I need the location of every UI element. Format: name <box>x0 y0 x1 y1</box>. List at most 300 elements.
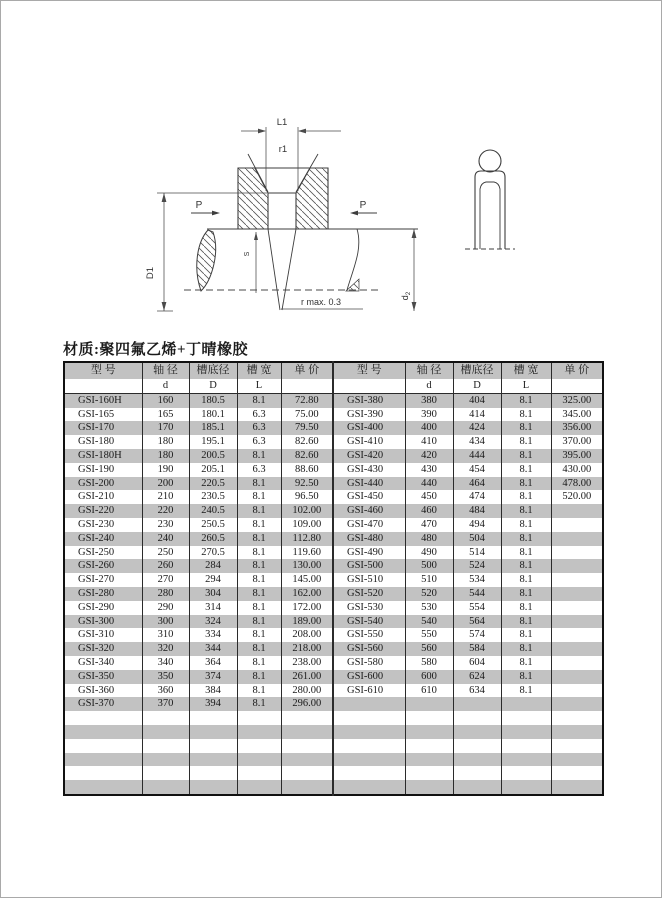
price-cell <box>551 546 603 560</box>
shaft-cell <box>142 753 189 767</box>
price-cell: 395.00 <box>551 449 603 463</box>
model-cell: GSI-250 <box>78 546 115 558</box>
model-cell: GSI-370 <box>78 698 115 710</box>
gland-block <box>238 168 328 229</box>
width-cell: 8.1 <box>501 393 551 407</box>
header-blank <box>281 379 333 393</box>
width-cell: 8.1 <box>501 670 551 684</box>
model-cell: GSI-400 <box>333 421 405 435</box>
price-cell: 82.60 <box>281 435 333 449</box>
price-cell <box>551 532 603 546</box>
groove-cell: 334 <box>189 628 237 642</box>
model-cell: GSI-190 <box>78 463 115 475</box>
width-cell <box>237 753 281 767</box>
price-cell: 208.00 <box>281 628 333 642</box>
shaft-cell <box>142 766 189 780</box>
shaft-cell: 490 <box>405 546 453 560</box>
price-cell: 280.00 <box>281 684 333 698</box>
model-cell: GSI-350 <box>78 670 115 682</box>
groove-cell: 434 <box>453 435 501 449</box>
width-cell <box>237 725 281 739</box>
shaft-cell <box>142 739 189 753</box>
groove-cell: 404 <box>453 393 501 407</box>
model-cell: GSI-500 <box>333 559 405 573</box>
groove-cell <box>453 725 501 739</box>
width-cell: 8.1 <box>237 642 281 656</box>
model-cell <box>333 766 405 780</box>
shaft-cell: 340 <box>142 656 189 670</box>
table-row <box>64 490 603 504</box>
table-row <box>64 518 603 532</box>
shaft-cell: 410 <box>405 435 453 449</box>
groove-cell: 200.5 <box>189 449 237 463</box>
shaft-cell: 610 <box>405 684 453 698</box>
groove-cell: 634 <box>453 684 501 698</box>
header-price: 单 价 <box>281 362 333 379</box>
width-cell <box>237 766 281 780</box>
shaft-cell <box>142 725 189 739</box>
groove-cell: 205.1 <box>189 463 237 477</box>
price-cell: 430.00 <box>551 463 603 477</box>
shaft-cell: 550 <box>405 628 453 642</box>
price-cell <box>551 670 603 684</box>
price-cell <box>551 725 603 739</box>
price-cell: 172.00 <box>281 601 333 615</box>
shaft-cell: 450 <box>405 490 453 504</box>
price-cell <box>551 766 603 780</box>
price-cell <box>281 766 333 780</box>
model-cell <box>64 725 142 739</box>
groove-cell: 374 <box>189 670 237 684</box>
groove-cell: 624 <box>453 670 501 684</box>
model-cell <box>333 780 405 795</box>
price-cell: 109.00 <box>281 518 333 532</box>
model-cell: GSI-160H <box>78 394 122 406</box>
seal-section-drawing <box>1 1 662 351</box>
groove-cell <box>189 780 237 795</box>
table-row <box>64 628 603 642</box>
shaft-cell: 510 <box>405 573 453 587</box>
table-row <box>64 739 603 753</box>
price-cell: 520.00 <box>551 490 603 504</box>
groove-cell: 524 <box>453 559 501 573</box>
shaft-cell: 290 <box>142 601 189 615</box>
shaft-cell: 240 <box>142 532 189 546</box>
width-cell: 8.1 <box>237 449 281 463</box>
model-cell: GSI-310 <box>78 629 115 641</box>
table-row <box>64 670 603 684</box>
model-cell: GSI-165 <box>78 408 115 420</box>
model-cell: GSI-180H <box>78 449 122 461</box>
width-cell: 8.1 <box>501 518 551 532</box>
dim-d2-label: $d_2$ <box>400 291 412 301</box>
table-row <box>64 477 603 491</box>
header-groove-symbol: D <box>453 379 501 393</box>
model-cell: GSI-360 <box>78 684 115 696</box>
price-cell: 356.00 <box>551 421 603 435</box>
table-row <box>64 615 603 629</box>
model-cell: GSI-340 <box>78 656 115 668</box>
model-cell: GSI-260 <box>78 560 115 572</box>
shaft-cell: 400 <box>405 421 453 435</box>
model-cell: GSI-530 <box>333 601 405 615</box>
model-cell <box>64 766 142 780</box>
price-cell: 325.00 <box>551 393 603 407</box>
header-row-labels <box>64 362 603 379</box>
width-cell: 8.1 <box>237 477 281 491</box>
groove-cell: 180.1 <box>189 408 237 422</box>
shaft-cell: 420 <box>405 449 453 463</box>
width-cell <box>501 753 551 767</box>
groove-cell: 564 <box>453 615 501 629</box>
price-cell: 478.00 <box>551 477 603 491</box>
shaft-cell <box>405 725 453 739</box>
width-cell: 8.1 <box>237 546 281 560</box>
shaft-cell: 520 <box>405 587 453 601</box>
groove-cell: 454 <box>453 463 501 477</box>
groove-cell: 240.5 <box>189 504 237 518</box>
price-cell <box>551 711 603 725</box>
shaft-cell: 580 <box>405 656 453 670</box>
table-row <box>64 725 603 739</box>
header-shaft-symbol: d <box>142 379 189 393</box>
price-cell: 345.00 <box>551 408 603 422</box>
price-cell <box>281 725 333 739</box>
width-cell: 8.1 <box>501 642 551 656</box>
width-cell: 8.1 <box>237 518 281 532</box>
width-cell: 8.1 <box>501 684 551 698</box>
table-row <box>64 642 603 656</box>
table-row <box>64 449 603 463</box>
seal-profile-figure <box>465 150 515 249</box>
shaft-cell: 480 <box>405 532 453 546</box>
groove-cell: 474 <box>453 490 501 504</box>
model-cell <box>64 753 142 767</box>
model-cell <box>64 711 142 725</box>
width-cell: 8.1 <box>501 463 551 477</box>
model-cell: GSI-460 <box>333 504 405 518</box>
groove-cell <box>453 766 501 780</box>
width-cell: 8.1 <box>237 532 281 546</box>
groove-cell: 220.5 <box>189 477 237 491</box>
width-cell: 8.1 <box>237 601 281 615</box>
groove-cell: 250.5 <box>189 518 237 532</box>
model-cell: GSI-200 <box>78 477 115 489</box>
material-heading: 材质:聚四氟乙烯+丁晴橡胶 <box>63 342 249 358</box>
p-left-label: P <box>195 200 203 211</box>
price-cell: 130.00 <box>281 559 333 573</box>
price-cell <box>551 642 603 656</box>
width-cell: 6.3 <box>237 463 281 477</box>
price-cell: 96.50 <box>281 490 333 504</box>
price-cell: 296.00 <box>281 697 333 711</box>
price-cell: 79.50 <box>281 421 333 435</box>
dim-r1-label: r1 <box>278 144 288 155</box>
groove-cell: 185.1 <box>189 421 237 435</box>
table-row <box>64 393 603 407</box>
shaft-cell <box>405 739 453 753</box>
header-shaft: 轴 径 <box>142 362 189 379</box>
shaft-cell: 210 <box>142 490 189 504</box>
groove-cell: 494 <box>453 518 501 532</box>
header-width-symbol: L <box>237 379 281 393</box>
spec-table <box>63 361 604 796</box>
price-cell: 189.00 <box>281 615 333 629</box>
price-cell <box>551 753 603 767</box>
shaft-cell: 500 <box>405 559 453 573</box>
width-cell: 8.1 <box>237 628 281 642</box>
shaft-break-lens <box>197 230 216 291</box>
width-cell <box>501 780 551 795</box>
header-blank <box>333 379 405 393</box>
price-cell: 370.00 <box>551 435 603 449</box>
model-cell: GSI-210 <box>78 491 115 503</box>
model-cell: GSI-230 <box>78 518 115 530</box>
model-cell <box>64 780 142 795</box>
model-cell: GSI-420 <box>333 449 405 463</box>
groove-cell: 574 <box>453 628 501 642</box>
model-cell: GSI-320 <box>78 643 115 655</box>
price-cell <box>551 559 603 573</box>
width-cell <box>501 766 551 780</box>
shaft-cell: 190 <box>142 463 189 477</box>
model-cell: GSI-450 <box>333 490 405 504</box>
width-cell <box>237 780 281 795</box>
width-cell: 8.1 <box>501 573 551 587</box>
width-cell: 8.1 <box>501 490 551 504</box>
groove-cell <box>453 697 501 711</box>
price-cell: 102.00 <box>281 504 333 518</box>
header-groove-symbol: D <box>189 379 237 393</box>
shaft-cell <box>405 780 453 795</box>
model-cell <box>333 753 405 767</box>
shaft-cell: 280 <box>142 587 189 601</box>
shaft-cell: 160 <box>142 393 189 407</box>
table-row <box>64 711 603 725</box>
width-cell: 8.1 <box>501 421 551 435</box>
width-cell: 8.1 <box>237 656 281 670</box>
shaft-cell: 380 <box>405 393 453 407</box>
groove-cell: 195.1 <box>189 435 237 449</box>
width-cell: 8.1 <box>237 504 281 518</box>
price-cell: 82.60 <box>281 449 333 463</box>
width-cell <box>501 739 551 753</box>
header-model: 型 号 <box>90 364 116 377</box>
width-cell <box>501 697 551 711</box>
price-cell <box>281 780 333 795</box>
shaft-cell: 165 <box>142 408 189 422</box>
width-cell: 8.1 <box>237 393 281 407</box>
price-cell: 261.00 <box>281 670 333 684</box>
price-cell: 119.60 <box>281 546 333 560</box>
width-cell: 8.1 <box>501 435 551 449</box>
price-cell: 72.80 <box>281 393 333 407</box>
shaft-cell: 270 <box>142 573 189 587</box>
groove-cell: 294 <box>189 573 237 587</box>
table-row <box>64 573 603 587</box>
shaft-cell: 430 <box>405 463 453 477</box>
groove-cell: 180.5 <box>189 393 237 407</box>
shaft-cell <box>405 711 453 725</box>
width-cell: 8.1 <box>501 532 551 546</box>
price-cell <box>551 518 603 532</box>
model-cell: GSI-560 <box>333 642 405 656</box>
header-blank <box>551 379 603 393</box>
shaft-cell: 250 <box>142 546 189 560</box>
header-price: 单 价 <box>551 362 603 379</box>
header-row-symbols <box>64 379 603 393</box>
model-cell: GSI-270 <box>78 574 115 586</box>
price-cell <box>551 615 603 629</box>
width-cell: 8.1 <box>237 559 281 573</box>
model-cell: GSI-490 <box>333 546 405 560</box>
shaft-cell: 230 <box>142 518 189 532</box>
price-cell: 145.00 <box>281 573 333 587</box>
groove-cell: 314 <box>189 601 237 615</box>
width-cell <box>501 711 551 725</box>
model-cell: GSI-290 <box>78 601 115 613</box>
table-body <box>64 393 603 795</box>
width-cell: 8.1 <box>501 601 551 615</box>
table-row <box>64 780 603 795</box>
shaft-cell: 180 <box>142 435 189 449</box>
groove-cell <box>453 753 501 767</box>
width-cell: 8.1 <box>237 587 281 601</box>
price-cell <box>551 697 603 711</box>
price-cell <box>281 711 333 725</box>
header-width: 槽 宽 <box>237 362 281 379</box>
model-cell: GSI-470 <box>333 518 405 532</box>
model-cell <box>64 739 142 753</box>
width-cell: 8.1 <box>501 656 551 670</box>
model-cell: GSI-410 <box>333 435 405 449</box>
groove-cell <box>189 725 237 739</box>
table-row <box>64 421 603 435</box>
model-cell: GSI-240 <box>78 532 115 544</box>
model-cell: GSI-390 <box>333 408 405 422</box>
header-groove: 槽底径 <box>453 362 501 379</box>
groove-cell: 324 <box>189 615 237 629</box>
groove-cell: 270.5 <box>189 546 237 560</box>
header-model: 型 号 <box>333 362 405 379</box>
price-cell <box>551 739 603 753</box>
shaft-cell: 310 <box>142 628 189 642</box>
header-width-symbol: L <box>501 379 551 393</box>
table-row <box>64 408 603 422</box>
groove-cell: 424 <box>453 421 501 435</box>
groove-cell <box>189 753 237 767</box>
model-cell: GSI-520 <box>333 587 405 601</box>
header-groove: 槽底径 <box>189 362 237 379</box>
header-width: 槽 宽 <box>501 362 551 379</box>
table-row <box>64 504 603 518</box>
groove-cell: 414 <box>453 408 501 422</box>
r-max-label: r max. 0.3 <box>300 297 342 307</box>
dim-l1-label: L1 <box>276 117 288 128</box>
groove-cell: 230.5 <box>189 490 237 504</box>
price-cell <box>551 656 603 670</box>
table-row <box>64 587 603 601</box>
groove-cell: 304 <box>189 587 237 601</box>
shaft-cell: 390 <box>405 408 453 422</box>
price-cell <box>551 587 603 601</box>
header-shaft-symbol: d <box>405 379 453 393</box>
table-row <box>64 601 603 615</box>
width-cell: 6.3 <box>237 421 281 435</box>
model-cell: GSI-300 <box>78 615 115 627</box>
model-cell: GSI-600 <box>333 670 405 684</box>
width-cell: 8.1 <box>501 587 551 601</box>
model-cell: GSI-510 <box>333 573 405 587</box>
model-cell: GSI-430 <box>333 463 405 477</box>
shaft-cell: 260 <box>142 559 189 573</box>
table-row <box>64 559 603 573</box>
width-cell: 8.1 <box>501 449 551 463</box>
shaft-cell: 220 <box>142 504 189 518</box>
width-cell: 8.1 <box>501 628 551 642</box>
groove-cell: 484 <box>453 504 501 518</box>
shaft-cell: 320 <box>142 642 189 656</box>
width-cell: 8.1 <box>237 684 281 698</box>
shaft-cell: 600 <box>405 670 453 684</box>
shaft-cell <box>142 711 189 725</box>
price-cell: 112.80 <box>281 532 333 546</box>
shaft-cell: 360 <box>142 684 189 698</box>
model-cell <box>333 739 405 753</box>
table-header <box>64 362 603 393</box>
width-cell: 8.1 <box>237 615 281 629</box>
width-cell <box>501 725 551 739</box>
shaft-cell: 530 <box>405 601 453 615</box>
width-cell: 8.1 <box>501 546 551 560</box>
groove-cell: 284 <box>189 559 237 573</box>
model-cell: GSI-440 <box>333 477 405 491</box>
shaft-cell: 200 <box>142 477 189 491</box>
width-cell: 8.1 <box>237 670 281 684</box>
model-cell <box>333 711 405 725</box>
groove-cell: 534 <box>453 573 501 587</box>
model-cell: GSI-580 <box>333 656 405 670</box>
shaft-cell: 540 <box>405 615 453 629</box>
width-cell: 6.3 <box>237 435 281 449</box>
price-cell <box>281 753 333 767</box>
groove-cell: 504 <box>453 532 501 546</box>
price-cell <box>551 504 603 518</box>
header-shaft: 轴 径 <box>405 362 453 379</box>
shaft-cell <box>405 697 453 711</box>
width-cell <box>237 739 281 753</box>
width-cell: 8.1 <box>501 615 551 629</box>
width-cell: 8.1 <box>501 559 551 573</box>
price-cell <box>551 628 603 642</box>
shaft-cell: 460 <box>405 504 453 518</box>
model-cell: GSI-550 <box>333 628 405 642</box>
width-cell: 8.1 <box>501 504 551 518</box>
table-row <box>64 435 603 449</box>
groove-cell: 260.5 <box>189 532 237 546</box>
shaft-cell: 470 <box>405 518 453 532</box>
price-cell <box>551 601 603 615</box>
model-cell: GSI-540 <box>333 615 405 629</box>
groove-cell: 384 <box>189 684 237 698</box>
model-cell: GSI-170 <box>78 422 115 434</box>
groove-cell: 464 <box>453 477 501 491</box>
shaft-cell: 370 <box>142 697 189 711</box>
width-cell: 8.1 <box>237 573 281 587</box>
shaft-cell: 300 <box>142 615 189 629</box>
groove-cell: 604 <box>453 656 501 670</box>
shaft-cell: 350 <box>142 670 189 684</box>
